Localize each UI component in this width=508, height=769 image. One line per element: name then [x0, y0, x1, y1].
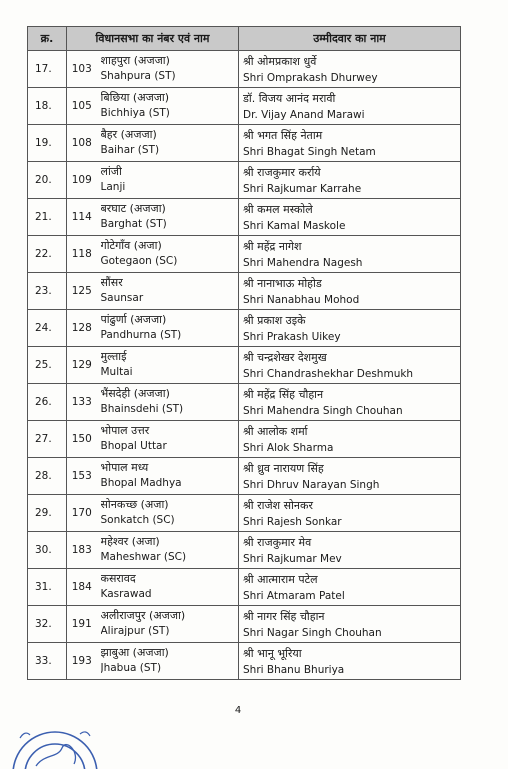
candidate-cell: [239, 125, 461, 162]
candidate-cell: [239, 51, 461, 88]
candidate-name-english: Shri Alok Sharma: [243, 442, 334, 454]
row-serial: 31.: [28, 569, 67, 606]
row-serial: 20.: [28, 162, 67, 199]
row-serial: 26.: [28, 384, 67, 421]
constituency-number: 103: [67, 51, 97, 88]
candidate-cell: [239, 643, 461, 680]
constituency-cell: [97, 51, 239, 88]
constituency-cell: [97, 88, 239, 125]
constituency-number: 108: [67, 125, 97, 162]
constituency-number: 114: [67, 199, 97, 236]
constituency-number: 105: [67, 88, 97, 125]
candidate-cell: [239, 162, 461, 199]
candidate-name-english: Shri Atmaram Patel: [243, 590, 345, 602]
table-header-row: [28, 27, 461, 51]
row-serial: 29.: [28, 495, 67, 532]
table-row: [28, 162, 461, 199]
constituency-name-hindi: मुल्ताई: [100, 350, 127, 363]
candidate-name-hindi: श्री कमल मस्कोले: [243, 203, 313, 216]
candidate-name-english: Shri Rajkumar Mev: [243, 553, 342, 565]
candidate-name-english: Shri Omprakash Dhurwey: [243, 72, 378, 84]
table-row: [28, 458, 461, 495]
constituency-number: 184: [67, 569, 97, 606]
constituency-name-hindi: झाबुआ (अजजा): [100, 646, 169, 659]
table-row: [28, 606, 461, 643]
candidate-cell: [239, 88, 461, 125]
constituency-cell: [97, 384, 239, 421]
party-seal-stamp: [0, 708, 110, 769]
candidate-name-english: Dr. Vijay Anand Marawi: [243, 109, 365, 121]
candidate-cell: [239, 532, 461, 569]
candidate-name-hindi: श्री ओमप्रकाश धुर्वे: [243, 55, 317, 68]
candidate-name-hindi: श्री ध्रुव नारायण सिंह: [243, 462, 324, 475]
candidate-name-english: Shri Dhruv Narayan Singh: [243, 479, 380, 491]
table-row: [28, 273, 461, 310]
candidate-cell: [239, 347, 461, 384]
constituency-number: 150: [67, 421, 97, 458]
page-number: 4: [234, 705, 242, 716]
constituency-name-hindi: लांजी: [100, 165, 122, 178]
row-serial: 24.: [28, 310, 67, 347]
candidate-name-english: Shri Prakash Uikey: [243, 331, 341, 343]
constituency-number: 109: [67, 162, 97, 199]
constituency-number: 191: [67, 606, 97, 643]
table-row: [28, 532, 461, 569]
constituency-name-hindi: सोनकच्छ (अजा): [100, 498, 169, 511]
constituency-cell: [97, 199, 239, 236]
constituency-name-english: Sonkatch (SC): [100, 514, 175, 526]
constituency-name-hindi: भोपाल मध्य: [100, 461, 149, 474]
candidate-name-hindi: श्री आत्माराम पटेल: [243, 573, 318, 586]
constituency-name-hindi: कसरावद: [100, 572, 136, 585]
constituency-cell: [97, 421, 239, 458]
table-row: [28, 125, 461, 162]
constituency-name-english: Bhopal Madhya: [100, 477, 182, 489]
table-row: [28, 88, 461, 125]
constituency-name-hindi: बैहर (अजजा): [100, 128, 157, 141]
constituency-number: 129: [67, 347, 97, 384]
candidate-name-english: Shri Kamal Maskole: [243, 220, 346, 232]
constituency-name-english: Bhopal Uttar: [100, 440, 167, 452]
table-row: [28, 347, 461, 384]
row-serial: 19.: [28, 125, 67, 162]
candidate-name-hindi: श्री राजकुमार कर्राये: [243, 166, 321, 179]
constituency-number: 128: [67, 310, 97, 347]
candidate-cell: [239, 236, 461, 273]
table-row: [28, 569, 461, 606]
constituency-cell: [97, 532, 239, 569]
candidate-name-english: Shri Rajkumar Karrahe: [243, 183, 362, 195]
constituency-cell: [97, 606, 239, 643]
candidate-name-english: Shri Bhagat Singh Netam: [243, 146, 376, 158]
candidate-name-english: Shri Mahendra Nagesh: [243, 257, 363, 269]
constituency-name-english: Maheshwar (SC): [100, 551, 187, 563]
constituency-name-hindi: पांढुर्णा (अजजा): [100, 313, 167, 326]
candidate-name-english: Shri Rajesh Sonkar: [243, 516, 342, 528]
constituency-name-english: Gotegaon (SC): [100, 255, 178, 267]
constituency-name-english: Pandhurna (ST): [100, 329, 182, 341]
candidate-name-english: Shri Nanabhau Mohod: [243, 294, 360, 306]
header-constituency: विधानसभा का नंबर एवं नाम: [67, 27, 239, 51]
candidate-name-hindi: श्री प्रकाश उइके: [243, 314, 306, 327]
header-serial: क्र.: [28, 27, 67, 51]
candidate-name-english: Shri Chandrashekhar Deshmukh: [243, 368, 414, 380]
table-row: [28, 310, 461, 347]
constituency-name-english: Bhainsdehi (ST): [100, 403, 184, 415]
constituency-cell: [97, 273, 239, 310]
constituency-cell: [97, 347, 239, 384]
constituency-number: 133: [67, 384, 97, 421]
constituency-name-hindi: भैंसदेही (अजजा): [100, 387, 170, 400]
table-row: [28, 495, 461, 532]
constituency-name-hindi: शाहपुरा (अजजा): [100, 54, 170, 67]
candidate-table: [27, 26, 461, 680]
constituency-name-english: Kasrawad: [100, 588, 152, 600]
constituency-name-english: Jhabua (ST): [100, 662, 162, 674]
candidate-name-hindi: डॉ. विजय आनंद मरावी: [243, 92, 336, 105]
candidate-name-hindi: श्री राजकुमार मेव: [243, 536, 312, 549]
constituency-cell: [97, 458, 239, 495]
row-serial: 28.: [28, 458, 67, 495]
candidate-name-english: Shri Mahendra Singh Chouhan: [243, 405, 403, 417]
constituency-name-english: Baihar (ST): [100, 144, 160, 156]
constituency-number: 170: [67, 495, 97, 532]
constituency-name-hindi: भोपाल उत्तर: [100, 424, 150, 437]
row-serial: 21.: [28, 199, 67, 236]
row-serial: 27.: [28, 421, 67, 458]
constituency-name-english: Lanji: [100, 181, 126, 193]
table-row: [28, 199, 461, 236]
table-row: [28, 643, 461, 680]
constituency-cell: [97, 125, 239, 162]
candidate-name-hindi: श्री चन्द्रशेखर देशमुख: [243, 351, 327, 364]
candidate-cell: [239, 273, 461, 310]
constituency-name-hindi: गोटेगाँव (अजा): [100, 239, 162, 252]
candidate-cell: [239, 384, 461, 421]
candidate-cell: [239, 495, 461, 532]
candidate-cell: [239, 606, 461, 643]
constituency-name-english: Saunsar: [100, 292, 144, 304]
constituency-number: 125: [67, 273, 97, 310]
row-serial: 23.: [28, 273, 67, 310]
constituency-name-english: Bichhiya (ST): [100, 107, 170, 119]
row-serial: 30.: [28, 532, 67, 569]
row-serial: 33.: [28, 643, 67, 680]
table-row: [28, 51, 461, 88]
constituency-cell: [97, 495, 239, 532]
constituency-cell: [97, 569, 239, 606]
row-serial: 32.: [28, 606, 67, 643]
constituency-name-english: Shahpura (ST): [100, 70, 176, 82]
candidate-cell: [239, 421, 461, 458]
constituency-name-hindi: महेश्वर (अजा): [100, 535, 160, 548]
constituency-name-hindi: बिछिया (अजजा): [100, 91, 170, 104]
candidate-name-hindi: श्री आलोक शर्मा: [243, 425, 308, 438]
table-row: [28, 236, 461, 273]
constituency-name-english: Barghat (ST): [100, 218, 167, 230]
candidate-cell: [239, 310, 461, 347]
candidate-name-hindi: श्री महेंद्र नागेश: [243, 240, 302, 253]
constituency-number: 183: [67, 532, 97, 569]
row-serial: 22.: [28, 236, 67, 273]
constituency-name-hindi: अलीराजपुर (अजजा): [100, 609, 186, 622]
constituency-number: 153: [67, 458, 97, 495]
candidate-name-english: Shri Bhanu Bhuriya: [243, 664, 345, 676]
candidate-cell: [239, 458, 461, 495]
constituency-number: 118: [67, 236, 97, 273]
constituency-name-hindi: सौंसर: [100, 276, 123, 289]
candidate-name-hindi: श्री नानाभाऊ मोहोड: [243, 277, 322, 290]
constituency-cell: [97, 236, 239, 273]
candidate-name-hindi: श्री भानू भूरिया: [243, 647, 302, 660]
table-row: [28, 421, 461, 458]
candidate-name-hindi: श्री भगत सिंह नेताम: [243, 129, 323, 142]
row-serial: 18.: [28, 88, 67, 125]
constituency-name-english: Multai: [100, 366, 133, 378]
constituency-name-hindi: बरघाट (अजजा): [100, 202, 166, 215]
constituency-number: 193: [67, 643, 97, 680]
candidate-name-hindi: श्री राजेश सोनकर: [243, 499, 313, 512]
row-serial: 25.: [28, 347, 67, 384]
candidate-cell: [239, 199, 461, 236]
table-row: [28, 384, 461, 421]
constituency-cell: [97, 643, 239, 680]
candidate-cell: [239, 569, 461, 606]
constituency-cell: [97, 162, 239, 199]
header-candidate: उम्मीदवार का नाम: [239, 27, 461, 51]
candidate-name-english: Shri Nagar Singh Chouhan: [243, 627, 382, 639]
constituency-cell: [97, 310, 239, 347]
constituency-name-english: Alirajpur (ST): [100, 625, 170, 637]
candidate-name-hindi: श्री नागर सिंह चौहान: [243, 610, 325, 623]
row-serial: 17.: [28, 51, 67, 88]
candidate-name-hindi: श्री महेंद्र सिंह चौहान: [243, 388, 324, 401]
